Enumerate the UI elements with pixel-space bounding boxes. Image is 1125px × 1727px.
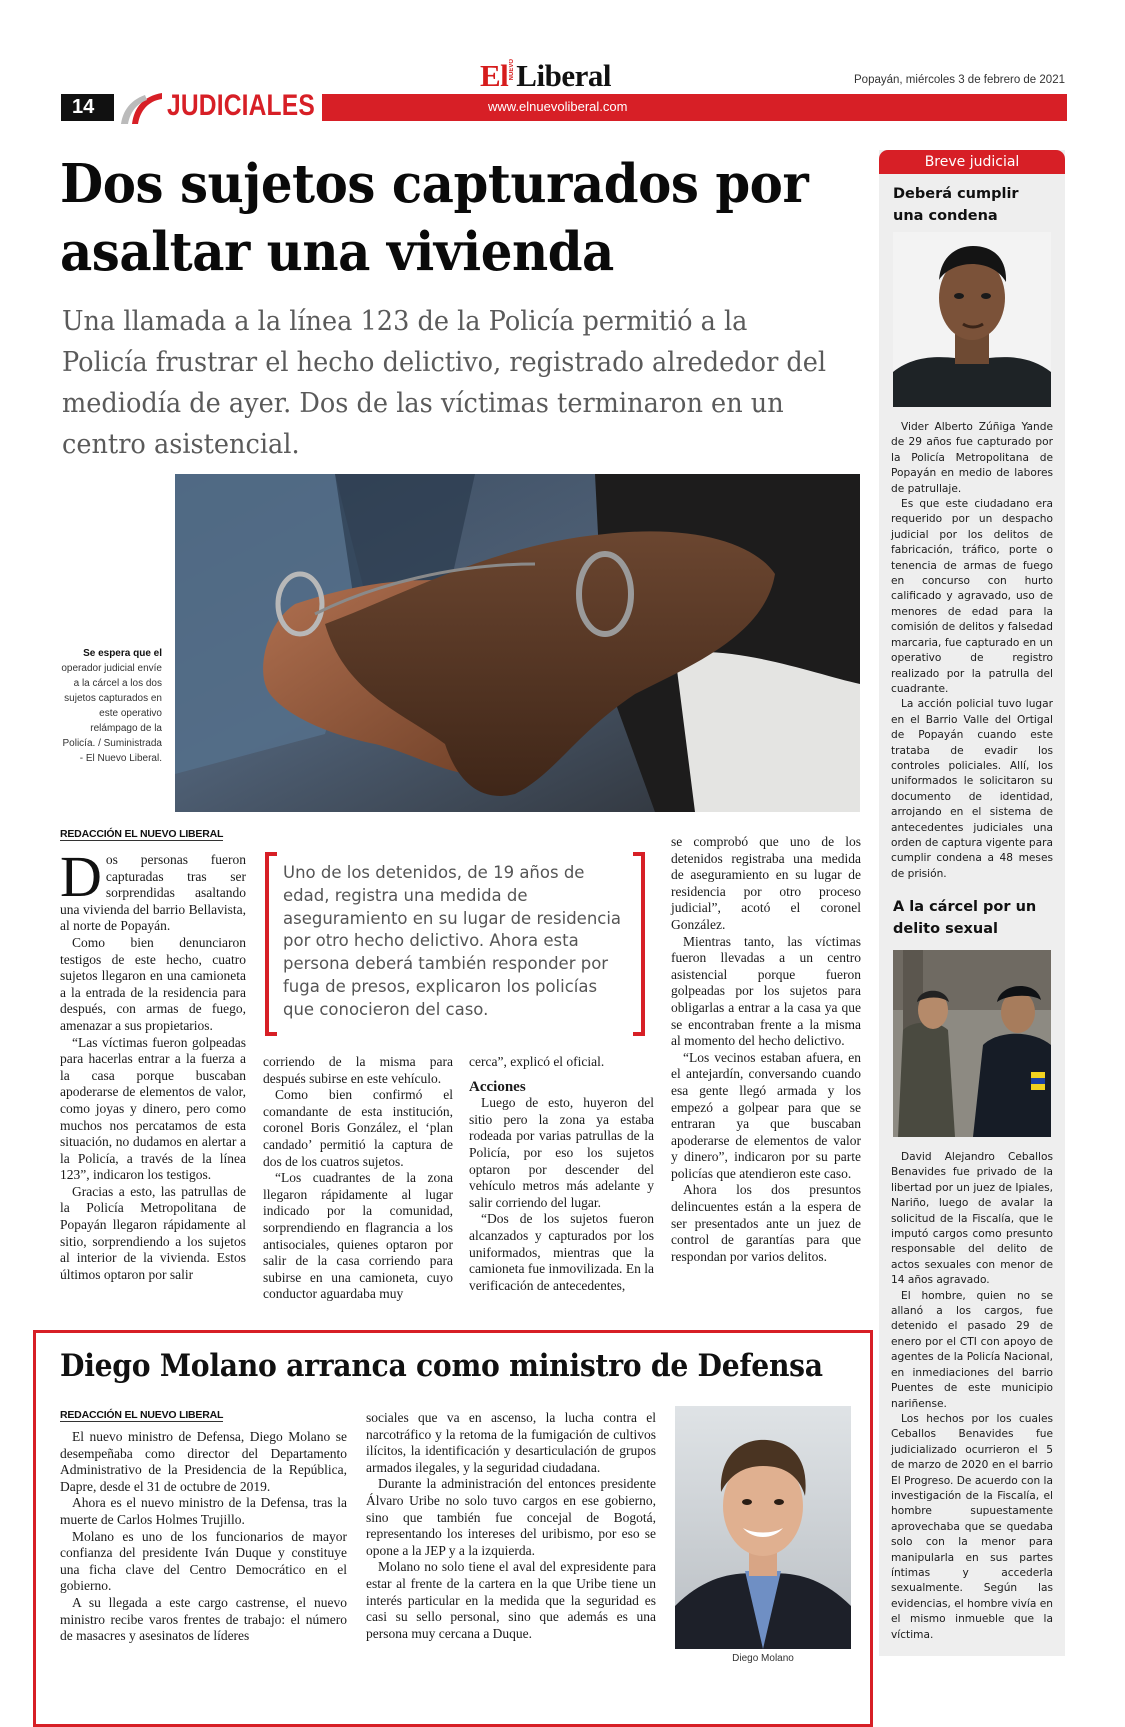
article-paragraph: Gracias a esto, las patrullas de la Policía Metropolitana de Popayán llegaron rápidamente al sitio, sorprendiendo a los sujetos al interior de la vivienda. Estos últimos optaron por salir [60, 1183, 246, 1282]
logo-el: El [480, 58, 509, 93]
photo-caption-text: operador judicial envíe a la cárcel a los dos sujetos capturados en este operativo relámpago de la Policía. / Suministrada - El Nuevo Liberal. [61, 663, 162, 764]
article-subheadline: Una llamada a la línea 123 de la Policía permitió a la Policía frustrar el hecho delictivo, registrado alrededor del mediodía de ayer. Dos de las víctimas terminaron en un centro asistencial. [62, 305, 827, 460]
sidebar-paragraph: Es que este ciudadano era requerido por un despacho judicial por los delitos de fabricación, tráfico, porte o tenencia de armas de fuego en concurso con hurto calificado y agravado, uso de menores de edad para la comisión de delitos y falsedad marcaria, fue capturado en un operativo de registro realizado por la patrulla del cuadrante. [891, 498, 1053, 695]
pull-quote [265, 852, 645, 1036]
article-2-column-1 [60, 1429, 347, 1645]
logo-liberal: Liberal [516, 58, 611, 93]
website-url: www.elnuevoliberal.com [488, 99, 628, 114]
paragraph-text: os personas fueron capturadas tras ser sorprendidas asaltando una vivienda del barrio Bellavista, al norte de Popayán. [60, 852, 246, 934]
sidebar-story-1 [891, 420, 1053, 882]
photo-caption-lead: Se espera que el [83, 648, 162, 659]
sidebar-paragraph: Los hechos por los cuales Ceballos Benavides fue judicializado ocurrieron el 5 de marzo de 2020 en el barrio El Progreso. De acuerdo con la investigación de la Fiscalía, el hombre supuestamente aprovechaba que se quedaba solo con la menor para manipularla en sus partes íntimas y accederla sexualmente. Según las evidencias, el hombre vivía en el mismo inmueble que la víctima. [891, 1412, 1053, 1641]
sidebar-paragraph: El hombre, quien no se allanó a los cargos, fue detenido el pasado 29 de enero por el CTI con apoyo de agentes de la Policía Nacional, en inmediaciones del barrio Puentes de este municipio nariñense. [891, 1289, 1053, 1410]
section-title: JUDICIALES [167, 89, 315, 122]
sidebar-story-2 [891, 1150, 1053, 1643]
article-paragraph [60, 844, 246, 935]
sidebar-paragraph: Vider Alberto Zúñiga Yande de 29 años fue capturado por la Policía Metropolitana de Popayán en medio de labores de patrullaje. [891, 421, 1053, 495]
article-paragraph: “Las víctimas fueron golpeadas para hacerlas entrar a la fuerza a la casa porque buscaban apoderarse de elementos de valor, como joyas y dinero, pero como muchos nos percatamos de esta situación, no dudamos en alertar a la Policía, a través de la línea 123”, indicaron los testigos. [60, 1034, 246, 1183]
article-paragraph: Luego de esto, huyeron del sitio pero la zona ya estaba rodeada por varias patrullas de la Policía, por eso los sujetos optaron por descender del vehículo metros más adelante y salir corriendo del lugar. [469, 1095, 654, 1210]
article-2-byline: REDACCIÓN EL NUEVO LIBERAL [60, 1409, 224, 1421]
article-subhead: Acciones [469, 1078, 526, 1095]
article-paragraph: “Los cuadrantes de la zona llegaron rápidamente al lugar indicado por la comunidad, sorprendiendo en flagrancia a los antisociales, quienes optaron por salir de la casa corriendo para subirse en una camioneta, cuyo conductor aguardaba muy [263, 1170, 453, 1302]
article-paragraph: El nuevo ministro de Defensa, Diego Molano se desempeñaba como director del Departamento Administrativo de la Presidencia de la República, Dapre, desde el 31 de octubre de 2019. [60, 1429, 347, 1494]
sidebar-paragraph: David Alejandro Ceballos Benavides fue privado de la libertad por un juez de Ipiales, Nariño, luego de avalar la solicitud de la Fiscalía, que le imputó cargos como presunto responsable del delito de actos sexuales con menor de 14 años agravado. [891, 1151, 1053, 1287]
molano-photo-caption: Diego Molano [732, 1653, 794, 1664]
article-headline: Dos sujetos capturados por asaltar una vivienda [60, 153, 809, 283]
article-paragraph: se comprobó que uno de los detenidos registraba una medida de aseguramiento en su lugar de residencia por otro proceso judicial”, acotó el coronel González. [671, 834, 861, 932]
sidebar-paragraph: La acción policial tuvo lugar en el Barrio Valle del Ortigal de Popayán cuando este trataba de evadir los controles policiales. Allí, los uniformados le solicitaron su documento de identidad, arrojando en el sistema de antecedentes judiciales una orden de captura vigente para cumplir condena a 48 meses de prisión. [891, 698, 1053, 880]
section-swoosh-icon [118, 91, 162, 124]
logo-nuevo: NUEVO [509, 58, 516, 80]
article-paragraph: Como bien denunciaron testigos de este hecho, cuatro sujetos llegaron en una camioneta a la entrada de la residencia para después, con armas de fuego, amenazar a sus propietarios. [60, 934, 246, 1033]
article-paragraph: Mientras tanto, las víctimas fueron llevadas a un centro asistencial porque fueron golpeadas por los sujetos para obligarlas a entrar a la casa ya que se encontraban frente a la misma al momento del hecho delictivo. [671, 933, 861, 1049]
page-number: 14 [61, 94, 114, 121]
article-paragraph: cerca”, explicó el oficial. [469, 1054, 605, 1069]
pull-quote-right-bracket [633, 852, 645, 1036]
article-paragraph: Molano no solo tiene el aval del expresidente para estar al frente de la cartera en la que Uribe tiene un interés particular en la medida que la seguridad es casi su sello personal, sino que además es una persona muy cercana a Duque. [366, 1559, 656, 1641]
article-paragraph: Ahora es el nuevo ministro de la Defensa, tras la muerte de Carlos Holmes Trujillo. [60, 1495, 347, 1527]
sidebar-tab: Breve judicial [879, 150, 1065, 174]
article-2-column-2 [366, 1410, 656, 1642]
article-column-4 [671, 834, 861, 1265]
article-paragraph: sociales que va en ascenso, la lucha contra el narcotráfico y la retoma de la fumigación de cultivos ilícitos, la identificación y desarticulación de grupos armados ilegales, y la seguridad ciudadana. [366, 1410, 656, 1475]
article-paragraph: Como bien confirmó el comandante de esta institución, coronel Boris González, el ‘plan candado’ permitió la captura de dos de los cuatros sujetos. [263, 1087, 453, 1169]
handcuffed-hands-photo [175, 474, 860, 812]
diego-molano-portrait-photo [675, 1406, 851, 1649]
suspect-portrait-photo [893, 232, 1051, 407]
newspaper-logo [480, 58, 611, 94]
edition-date: Popayán, miércoles 3 de febrero de 2021 [854, 74, 1065, 86]
photo-caption [60, 646, 162, 766]
article-paragraph: Molano es uno de los funcionarios de mayor confianza del presidente Iván Duque y constituye una ficha clave del Centro Democrático en el gobierno. [60, 1528, 347, 1594]
pull-quote-text: Uno de los detenidos, de 19 años de edad, registra una medida de aseguramiento en su lugar de residencia por otro hecho delictivo. Ahora esta persona deberá también responder por fuga de presos, explicaron los policías que conocieron del caso. [283, 863, 622, 1019]
article-paragraph: Ahora los dos presuntos delincuentes están a la espera de ser presentados ante un juez de control de garantías para que respondan por varios delitos. [671, 1182, 861, 1264]
article-2-headline: Diego Molano arranca como ministro de Defensa [60, 1348, 823, 1384]
article-paragraph: “Los vecinos estaban afuera, en el antejardín, conversando cuando esa gente llegó armada y los empezó a golpear para que se entraran ya que buscaban apoderarse de elementos de valor y dinero”, indicaron por su parte policías que atendieron este caso. [671, 1049, 861, 1181]
drop-cap: D [60, 844, 102, 909]
article-paragraph: corriendo de la misma para después subirse en este vehículo. [263, 1054, 453, 1086]
article-column-1 [60, 844, 246, 1283]
sidebar-headline-1: Deberá cumplir una condena [893, 186, 1019, 224]
header-red-bar [322, 94, 1067, 121]
sidebar-headline-2: A la cárcel por un delito sexual [893, 899, 1037, 937]
pull-quote-left-bracket [265, 852, 277, 1036]
article-paragraph: A su llegada a este cargo castrense, el nuevo ministro recibe varos frentes de trabajo: el número de masacres y asesinatos de líderes [60, 1594, 347, 1644]
article-paragraph: “Dos de los sujetos fueron alcanzados y capturados por los uniformados, mientras que la camioneta fue inmovilizada. En la verificación de antecedentes, [469, 1211, 654, 1293]
arrest-scene-photo [893, 950, 1051, 1137]
article-byline: REDACCIÓN EL NUEVO LIBERAL [60, 828, 224, 840]
article-paragraph: Durante la administración del entonces presidente Álvaro Uribe no solo tuvo cargos en ese gobierno, sino que también fue concejal de Bogotá, representando los intereses del uribismo, por eso se opone a la JEP y a la izquierda. [366, 1476, 656, 1558]
article-column-2 [263, 1054, 453, 1303]
article-column-3 [469, 1054, 654, 1294]
